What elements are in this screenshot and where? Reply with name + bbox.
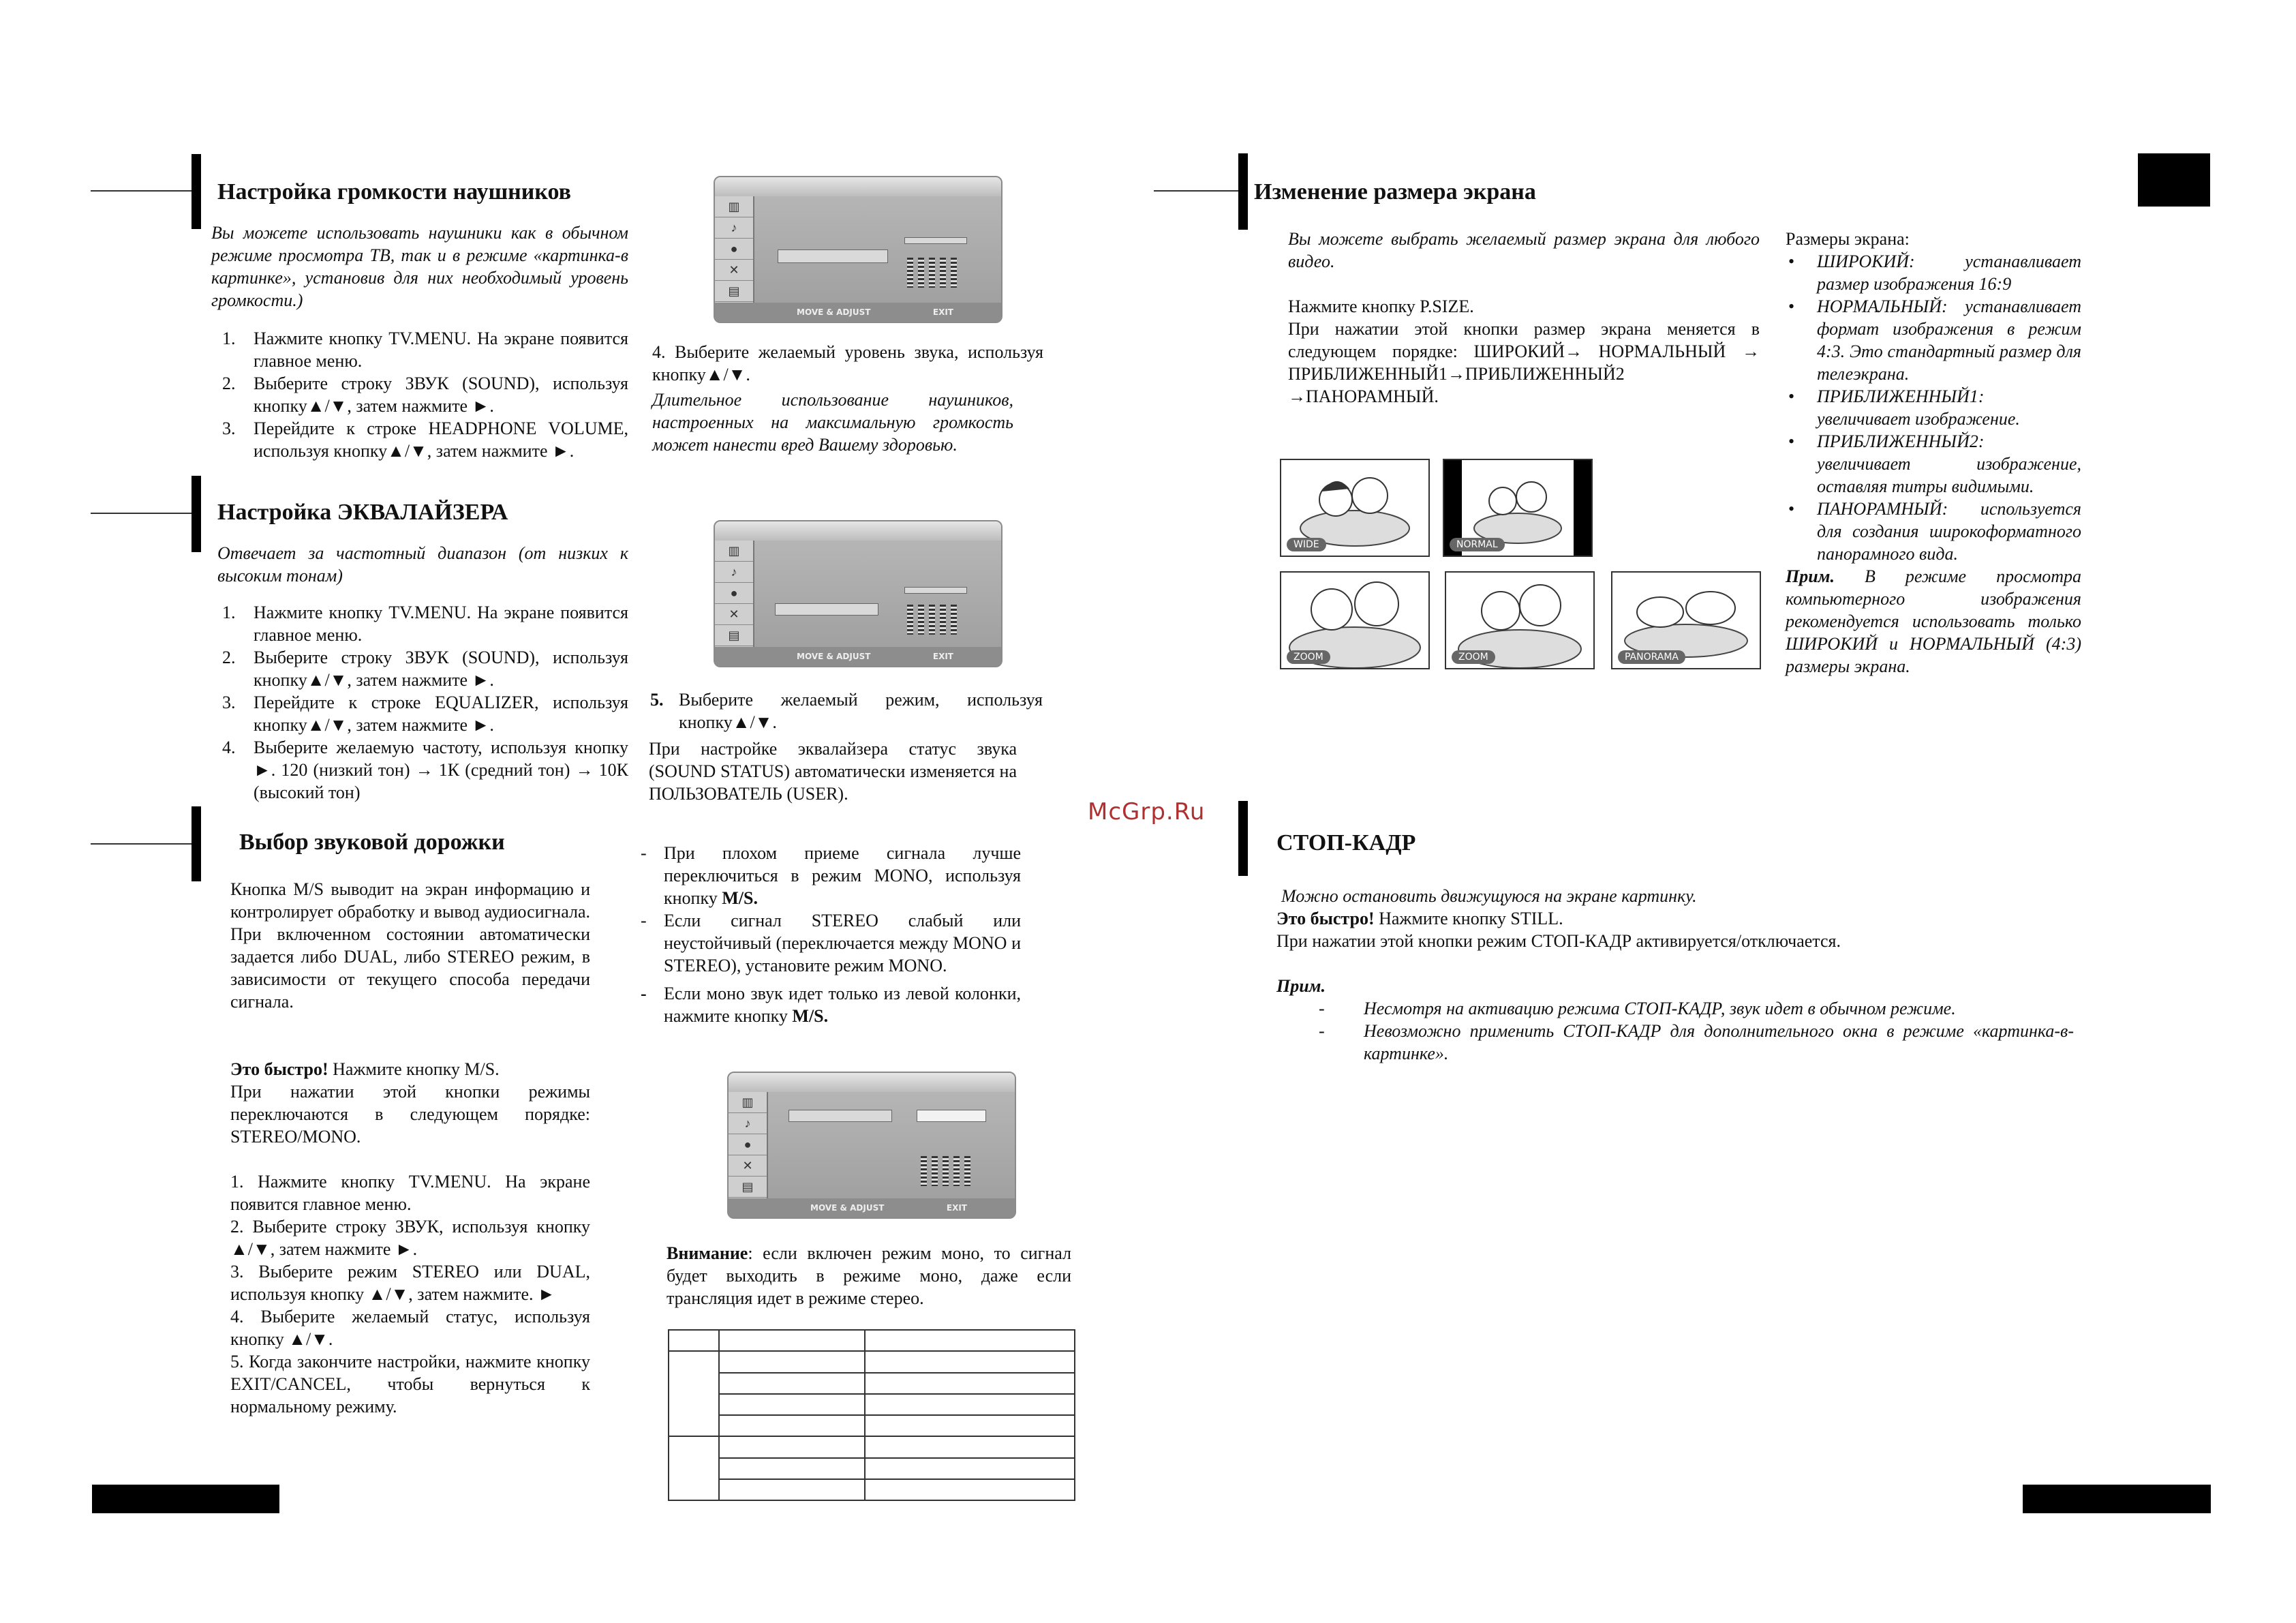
footer-block-right bbox=[2023, 1485, 2211, 1513]
menu-screenshot-headphones: ▥ ♪ ● ✕ ▤ MOVE & ADJUST EXIT bbox=[714, 176, 1002, 323]
freeze-intro: Можно остановить движущуюся на экране картинку. bbox=[1281, 886, 1697, 906]
menu-screenshot-equalizer: ▥ ♪ ● ✕ ▤ MOVE & ADJUST EXIT bbox=[714, 520, 1002, 667]
equalizer-note: При настройке эквалайзера статус звука (SOUND STATUS) автоматически изменяется на ПОЛЬЗОВАТЕЛЬ (USER). bbox=[649, 739, 1017, 804]
screen-size-order: При нажатии этой кнопки размер экрана меняется в следующем порядке: ШИРОКИЙ→ НОРМАЛЬНЫЙ → ПРИБЛИЖЕННЫЙ1→ПРИБЛИЖЕННЫЙ2 →ПАНОРАМНЫЙ. bbox=[1288, 319, 1760, 406]
freeze-note-label: Прим. bbox=[1276, 976, 1326, 996]
equalizer-step5: 5. Выберите желаемый режим, используя кнопку▲/▼. bbox=[650, 690, 1043, 732]
bar-freeze bbox=[1238, 801, 1248, 876]
list-item: 1. Нажмите кнопку TV.MENU. На экране появится главное меню. bbox=[222, 329, 628, 371]
freeze-title: СТОП-КАДР bbox=[1276, 830, 1416, 855]
list-item: 5. Когда закончите настройки, нажмите кнопку EXIT/CANCEL, чтобы вернуться к нормальному режиму. bbox=[230, 1352, 590, 1416]
headphones-intro: Вы можете использовать наушники как в обычном режиме просмотра ТВ, так и в режиме «картинка-в картинке», установив для них необходимый уровень громкости.) bbox=[211, 223, 628, 310]
list-item: 3. Выберите режим STEREO или DUAL, используя кнопку ▲/▼, затем нажмите. ► bbox=[230, 1262, 590, 1304]
screen-preview-wide: WIDE bbox=[1280, 459, 1430, 557]
footer-block-left bbox=[92, 1485, 279, 1513]
screen-preview-zoom1: ZOOM bbox=[1280, 571, 1430, 669]
screen-preview-normal: NORMAL bbox=[1443, 459, 1593, 557]
list-item: 2. Выберите строку ЗВУК (SOUND), используя кнопку▲/▼, затем нажмите ►. bbox=[222, 648, 628, 690]
rule-equalizer bbox=[91, 513, 192, 514]
list-item: 3. Перейдите к строке EQUALIZER, используя кнопку▲/▼, затем нажмите ►. bbox=[222, 693, 628, 735]
empty-table bbox=[668, 1329, 1075, 1501]
freeze-desc: При нажатии этой кнопки режим СТОП-КАДР активируется/отключается. bbox=[1276, 931, 1841, 951]
list-item: 2. Выберите строку ЗВУК, используя кнопку ▲/▼, затем нажмите ►. bbox=[230, 1217, 590, 1259]
soundtrack-title: Выбор звуковой дорожки bbox=[239, 830, 505, 855]
headphones-step4: 4. Выберите желаемый уровень звука, используя кнопку▲/▼. bbox=[652, 342, 1043, 384]
list-item: • ПРИБЛИЖЕННЫЙ1: увеличивает изображение. bbox=[1788, 386, 2020, 429]
equalizer-steps bbox=[218, 601, 628, 804]
bar-equalizer bbox=[192, 476, 201, 552]
bar-headphones bbox=[192, 154, 201, 229]
list-item: 1. Нажмите кнопку TV.MENU. На экране появится главное меню. bbox=[230, 1172, 590, 1214]
screen-size-intro: Вы можете выбрать желаемый размер экрана для любого видео. bbox=[1288, 229, 1760, 271]
bar-soundtrack bbox=[192, 806, 201, 881]
equalizer-intro: Отвечает за частотный диапазон (от низких к высоким тонам) bbox=[217, 543, 628, 586]
screen-sizes-list: Размеры экрана: • ШИРОКИЙ: устанавливает размер изображения 16:9 • НОРМАЛЬНЫЙ: устанавливает формат изображения в режим 4:3. Это стандартный размер для телеэкрана. • ПРИБЛИЖЕННЫЙ1: увеличивает изображение. • ПРИБЛИЖЕННЫЙ2: увеличивает изображение, оставляя титры видимыми. • ПАНОРАМНЫЙ: используется для создания широкоформатного панорамного вида. Прим. В режиме просмотра компьютерного изображения рекомендуется использовать только ШИРОКИЙ и НОРМАЛЬНЫЙ (4:3) размеры экрана. bbox=[1786, 229, 2081, 676]
soundtrack-tips bbox=[641, 842, 1021, 1027]
soundtrack-attention: Внимание: если включен режим моно, то сигнал будет выходить в режиме моно, даже если трансляция идет в режиме стерео. bbox=[667, 1243, 1071, 1308]
headphones-title: Настройка громкости наушников bbox=[217, 179, 572, 204]
list-item: - При плохом приеме сигнала лучше переключиться в режим MONO, используя кнопку M/S. bbox=[641, 843, 1021, 908]
list-item: 3. Перейдите к строке HEADPHONE VOLUME, используя кнопку▲/▼, затем нажмите ►. bbox=[222, 419, 628, 461]
screen-size-press: Нажмите кнопку P.SIZE. bbox=[1288, 297, 1474, 316]
soundtrack-quick: Это быстро! Нажмите кнопку M/S. bbox=[230, 1059, 500, 1079]
rule-soundtrack bbox=[91, 843, 192, 845]
screen-size-title: Изменение размера экрана bbox=[1254, 179, 1536, 204]
list-item: • НОРМАЛЬНЫЙ: устанавливает формат изображения в режим 4:3. Это стандартный размер для телеэкрана. bbox=[1788, 297, 2081, 384]
equalizer-title: Настройка ЭКВАЛАЙЗЕРА bbox=[217, 500, 508, 525]
bar-screen-size bbox=[1238, 153, 1248, 230]
list-item: 4. Выберите желаемую частоту, используя кнопку ►. 120 (низкий тон) → 1К (средний тон) → 10К (высокий тон) bbox=[222, 738, 628, 802]
watermark: McGrp.Ru bbox=[1088, 798, 1206, 825]
list-item: - Невозможно применить СТОП-КАДР для дополнительного окна в режиме «картинка-в-картинке». bbox=[1319, 1021, 2074, 1063]
soundtrack-steps bbox=[230, 1170, 590, 1418]
corner-block-top-right bbox=[2138, 153, 2210, 207]
list-item: 1. Нажмите кнопку TV.MENU. На экране появится главное меню. bbox=[222, 603, 628, 645]
screen-preview-panorama: PANORAMA bbox=[1611, 571, 1761, 669]
rule-headphones bbox=[91, 190, 192, 192]
list-item: 2. Выберите строку ЗВУК (SOUND), используя кнопку▲/▼, затем нажмите ►. bbox=[222, 374, 628, 416]
freeze-notes bbox=[1319, 997, 2074, 1065]
list-item: - Если моно звук идет только из левой колонки, нажмите кнопку M/S. bbox=[641, 984, 1021, 1026]
list-item: • ПАНОРАМНЫЙ: используется для создания широкоформатного панорамного вида. bbox=[1788, 499, 2081, 564]
list-item: - Несмотря на активацию режима СТОП-КАДР, звук идет в обычном режиме. bbox=[1319, 999, 1956, 1018]
list-item: • ШИРОКИЙ: устанавливает размер изображения 16:9 bbox=[1788, 252, 2081, 294]
soundtrack-order: При нажатии этой кнопки режимы переключаются в следующем порядке: STEREO/MONO. bbox=[230, 1082, 590, 1147]
rule-screen-size bbox=[1154, 190, 1238, 192]
soundtrack-intro: Кнопка M/S выводит на экран информацию и контролирует обработку и вывод аудиосигнала. При включенном состоянии автоматически задается либо DUAL, либо STEREO режим, в зависимости от текущего способа передачи сигнала. bbox=[230, 879, 590, 1012]
headphones-warning: Длительное использование наушников, настроенных на максимальную громкость может нанести вред Вашему здоровью. bbox=[652, 390, 1013, 455]
screen-preview-zoom2: ZOOM bbox=[1445, 571, 1595, 669]
list-item: 4. Выберите желаемый статус, используя кнопку ▲/▼. bbox=[230, 1307, 590, 1349]
headphones-steps bbox=[218, 327, 628, 462]
menu-screenshot-soundtrack: ▥ ♪ ● ✕ ▤ MOVE & ADJUST EXIT bbox=[727, 1072, 1016, 1219]
list-item: - Если сигнал STEREO слабый или неустойчивый (переключается между MONO и STEREO), установите режим MONO. bbox=[641, 911, 1021, 975]
list-item: • ПРИБЛИЖЕННЫЙ2: увеличивает изображение, оставляя титры видимыми. bbox=[1788, 431, 2081, 496]
screen-size-note: Прим. В режиме просмотра компьютерного изображения рекомендуется использовать только ШИРОКИЙ и НОРМАЛЬНЫЙ (4:3) размеры экрана. bbox=[1786, 566, 2081, 676]
freeze-quick: Это быстро! Нажмите кнопку STILL. bbox=[1276, 909, 1563, 928]
